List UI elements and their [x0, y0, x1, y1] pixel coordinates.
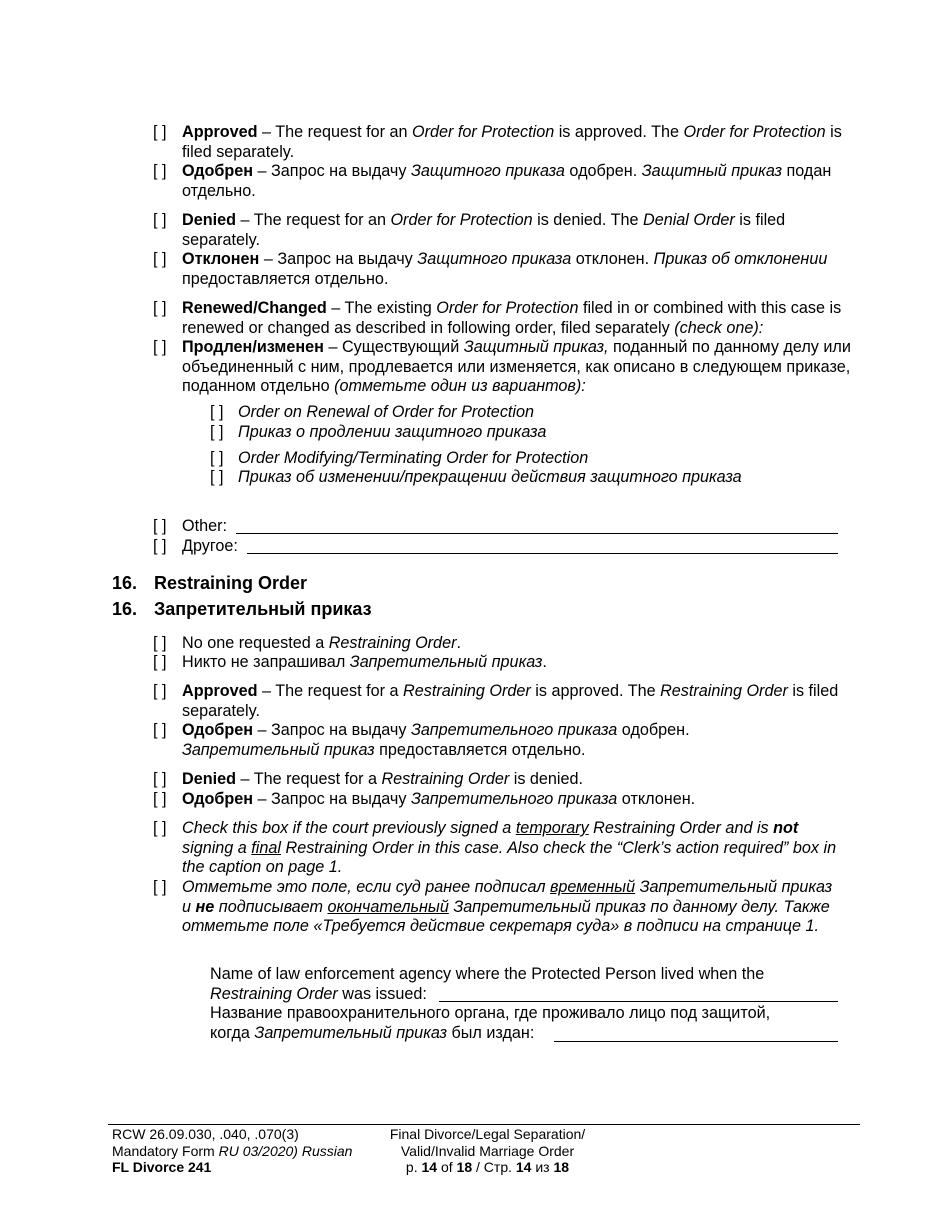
op-denied-ru: Отклонен – Запрос на выдачу Защитного приказа отклонен. Приказ об отклонении предоставляется отдельно. [182, 250, 828, 288]
ro-denied-ru: Одобрен – Запрос на выдачу Запретительного приказа отклонен. [182, 790, 696, 808]
op-renewed-en: Renewed/Changed – The existing Order for Protection filed in or combined with this case is renewed or changed as described in following order, filed separately (check one): [182, 299, 842, 337]
approved-checkbox[interactable]: [ ] [153, 123, 167, 141]
agency-input-line[interactable] [439, 987, 838, 1002]
ro-none-ru: Никто не запрашивал Запретительный приказ. [182, 653, 547, 671]
ro-temporary-en: Check this box if the court previously signed a temporary Restraining Order and is not signing a final Restraining Order in this case. Also check the “Clerk’s action required” box in the caption on page 1. [182, 819, 837, 876]
agency-ru-input-line[interactable] [554, 1027, 838, 1042]
approved-ru-checkbox[interactable]: [ ] [153, 162, 167, 180]
ro-temporary-ru: Отметьте это поле, если суд ранее подписал временный Запретительный приказ и не подписывает окончательный Запретительный приказ по данному делу. Также отметьте поле «Требуется действие секретаря суда» в подписи на странице 1. [182, 878, 833, 935]
temporary-order-ru-checkbox[interactable]: [ ] [153, 878, 167, 896]
sub-option-modify-ru: Приказ об изменении/прекращении действия защитного приказа [238, 468, 742, 486]
section-number: 16. [112, 573, 138, 593]
renewal-order-ru-checkbox[interactable]: [ ] [210, 423, 224, 441]
op-renewed-ru: Продлен/изменен – Существующий Защитный приказ, поданный по данному делу или объединенный с ним, продлевается или изменяется, как описано в следующем приказе, поданном отдельно (отметьте один из вариантов): [182, 338, 851, 395]
ro-none-en: No one requested a Restraining Order. [182, 634, 461, 652]
footer-rcw: RCW 26.09.030, .040, .070(3) [112, 1126, 299, 1142]
sub-option-renewal-ru: Приказ о продлении защитного приказа [238, 423, 547, 441]
footer-title-line2: Valid/Invalid Marriage Order [400, 1142, 575, 1159]
sub-option-modify-en: Order Modifying/Terminating Order for Protection [238, 449, 589, 467]
denied-ru-checkbox[interactable]: [ ] [153, 250, 167, 268]
renewal-order-checkbox[interactable]: [ ] [210, 403, 224, 421]
other-input-line[interactable] [236, 519, 838, 534]
agency-label-en: Name of law enforcement agency where the Protected Person lived when the Restraining Order was issued: [210, 965, 765, 1003]
op-approved-ru: Одобрен – Запрос на выдачу Защитного приказа одобрен. Защитный приказ подан отдельно. [182, 162, 832, 200]
modify-order-checkbox[interactable]: [ ] [210, 449, 224, 467]
temporary-order-checkbox[interactable]: [ ] [153, 819, 167, 837]
footer-form-id: FL Divorce 241 [112, 1159, 212, 1175]
ro-denied-checkbox[interactable]: [ ] [153, 770, 167, 788]
section-number-ru: 16. [112, 599, 138, 619]
footer-page-number: p. 14 of 18 / Стр. 14 из 18 [405, 1159, 570, 1175]
footer-mandatory: Mandatory Form RU 03/2020) Russian [112, 1142, 353, 1159]
other-ru-checkbox[interactable]: [ ] [153, 537, 167, 555]
ro-approved-en: Approved – The request for a Restraining Order is approved. The Restraining Order is filed separately. [182, 682, 839, 720]
agency-label-ru: Название правоохранительного органа, где проживало лицо под защитой, когда Запретительный приказ был издан: [210, 1004, 771, 1042]
other-label: Other: [182, 517, 227, 535]
ro-approved-ru-checkbox[interactable]: [ ] [153, 721, 167, 739]
footer-rule [108, 1124, 860, 1125]
modify-order-ru-checkbox[interactable]: [ ] [210, 468, 224, 486]
renewed-ru-checkbox[interactable]: [ ] [153, 338, 167, 356]
ro-denied-ru-checkbox[interactable]: [ ] [153, 790, 167, 808]
other-ru-label: Другое: [182, 537, 238, 555]
sub-option-renewal-en: Order on Renewal of Order for Protection [238, 403, 535, 421]
ro-denied-en: Denied – The request for a Restraining Order is denied. [182, 770, 584, 788]
section-title-en: Restraining Order [154, 573, 308, 593]
ro-approved-checkbox[interactable]: [ ] [153, 682, 167, 700]
footer-left [112, 1126, 352, 1176]
op-denied-en: Denied – The request for an Order for Protection is denied. The Denial Order is filed separately. [182, 211, 786, 249]
other-ru-input-line[interactable] [247, 539, 838, 554]
no-request-checkbox[interactable]: [ ] [153, 634, 167, 652]
section-title-ru: Запретительный приказ [154, 599, 372, 619]
no-request-ru-checkbox[interactable]: [ ] [153, 653, 167, 671]
denied-checkbox[interactable]: [ ] [153, 211, 167, 229]
footer-title-line1: Final Divorce/Legal Separation/ [389, 1126, 586, 1142]
op-approved-en: Approved – The request for an Order for Protection is approved. The Order for Protection is filed separately. [182, 123, 842, 161]
other-checkbox[interactable]: [ ] [153, 517, 167, 535]
ro-approved-ru: Одобрен – Запрос на выдачу Запретительного приказа одобрен. Запретительный приказ предоставляется отдельно. [182, 721, 690, 759]
footer-center [380, 1126, 595, 1176]
renewed-checkbox[interactable]: [ ] [153, 299, 167, 317]
